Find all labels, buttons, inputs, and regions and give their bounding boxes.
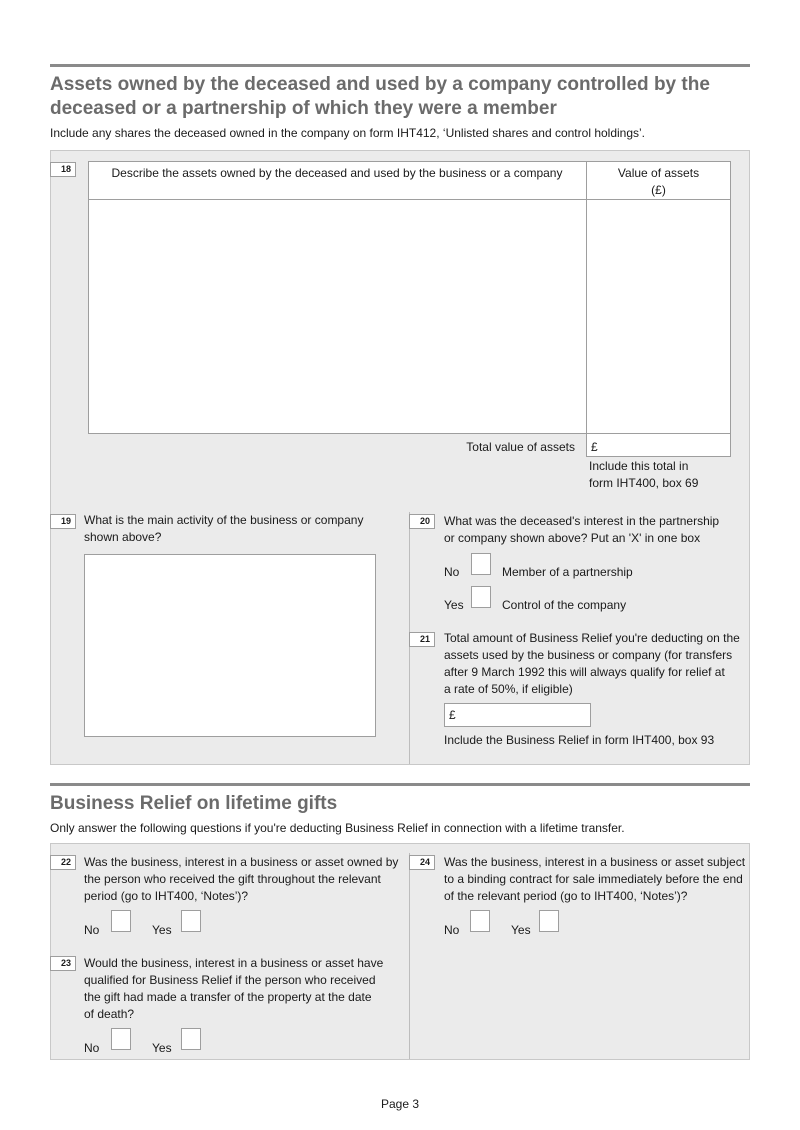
q21-amount-field[interactable] bbox=[444, 703, 591, 727]
q18-total-field[interactable] bbox=[586, 433, 731, 457]
q22-yes-label: Yes bbox=[152, 923, 172, 937]
page-number: Page 3 bbox=[380, 1097, 420, 1111]
q18-number: 18 bbox=[50, 162, 76, 177]
q20-text-line1: What was the deceased's interest in the partnership bbox=[444, 514, 720, 528]
section1-title-line2: deceased or a partnership of which they were a member bbox=[50, 98, 557, 119]
q24-number: 24 bbox=[409, 855, 435, 870]
section2-intro: Only answer the following questions if you're deducting Business Relief in connection with a lifetime transfer. bbox=[50, 821, 625, 835]
q20-text-line2: or company shown above? Put an 'X' in one box bbox=[444, 531, 701, 545]
q20-option1-label: Member of a partnership bbox=[502, 565, 633, 579]
q23-yes-checkbox[interactable] bbox=[181, 1028, 201, 1050]
q23-text-line1: Would the business, interest in a business or asset have bbox=[84, 956, 384, 970]
q24-no-label: No bbox=[444, 923, 460, 937]
q18-value-header-line2: (£) bbox=[651, 183, 666, 197]
q21-note: Include the Business Relief in form IHT400, box 93 bbox=[444, 733, 715, 747]
section1-rule bbox=[50, 64, 750, 67]
q24-yes-checkbox[interactable] bbox=[539, 910, 559, 932]
q18-description-area[interactable] bbox=[89, 200, 585, 433]
q22-text-line3: period (go to IHT400, ‘Notes’)? bbox=[84, 889, 249, 903]
q21-text-line1: Total amount of Business Relief you're deducting on the bbox=[444, 631, 740, 645]
q22-yes-checkbox[interactable] bbox=[181, 910, 201, 932]
q20-option1-prefix: No bbox=[444, 565, 460, 579]
q20-option2-prefix: Yes bbox=[444, 598, 464, 612]
q23-no-checkbox[interactable] bbox=[111, 1028, 131, 1050]
q21-text-line2: assets used by the business or company (for transfers bbox=[444, 648, 733, 662]
q20-option2-label: Control of the company bbox=[502, 598, 627, 612]
q19-number: 19 bbox=[50, 514, 76, 529]
q19-activity-field[interactable] bbox=[84, 554, 376, 737]
q23-text-line3: the gift had made a transfer of the property at the date bbox=[84, 990, 372, 1004]
q20-member-checkbox[interactable] bbox=[471, 553, 491, 575]
q23-text-line4: of death? bbox=[84, 1007, 135, 1021]
q23-no-label: No bbox=[84, 1041, 100, 1055]
q22-number: 22 bbox=[50, 855, 76, 870]
section2-rule bbox=[50, 783, 750, 786]
section2-title: Business Relief on lifetime gifts bbox=[50, 793, 338, 814]
q24-text-line1: Was the business, interest in a business or asset subject bbox=[444, 855, 746, 869]
q20-number: 20 bbox=[409, 514, 435, 529]
q23-yes-label: Yes bbox=[152, 1041, 172, 1055]
q22-text-line1: Was the business, interest in a business or asset owned by bbox=[84, 855, 399, 869]
q18-value-header-line1: Value of assets bbox=[617, 166, 700, 180]
section1-title-line1: Assets owned by the deceased and used by a company controlled by the bbox=[50, 74, 710, 95]
q18-description-header: Describe the assets owned by the deceased and used by the business or a company bbox=[111, 166, 563, 180]
section1-intro: Include any shares the deceased owned in the company on form IHT412, ‘Unlisted shares and control holdings’. bbox=[50, 126, 646, 140]
q24-text-line2: to a binding contract for sale immediately before the end bbox=[444, 872, 743, 886]
q23-text-line2: qualified for Business Relief if the person who received bbox=[84, 973, 376, 987]
q24-no-checkbox[interactable] bbox=[470, 910, 490, 932]
q22-no-checkbox[interactable] bbox=[111, 910, 131, 932]
q18-note-line1: Include this total in bbox=[589, 459, 689, 473]
q18-total-prefix: £ bbox=[591, 440, 598, 454]
q19-text-line2: shown above? bbox=[84, 530, 162, 544]
section2-divider bbox=[409, 853, 410, 1059]
q21-prefix: £ bbox=[449, 708, 456, 722]
q22-no-label: No bbox=[84, 923, 100, 937]
q24-text-line3: of the relevant period (go to IHT400, ‘Notes’)? bbox=[444, 889, 688, 903]
q22-text-line2: the person who received the gift throughout the relevant bbox=[84, 872, 381, 886]
q18-total-label: Total value of assets bbox=[466, 440, 575, 454]
q23-number: 23 bbox=[50, 956, 76, 971]
q21-number: 21 bbox=[409, 632, 435, 647]
q24-yes-label: Yes bbox=[511, 923, 531, 937]
q21-text-line3: after 9 March 1992 this will always qualify for relief at bbox=[444, 665, 725, 679]
q18-note-line2: form IHT400, box 69 bbox=[589, 476, 699, 490]
q18-value-area[interactable] bbox=[587, 200, 730, 433]
q19-text-line1: What is the main activity of the business or company bbox=[84, 513, 364, 527]
q21-text-line4: a rate of 50%, if eligible) bbox=[444, 682, 573, 696]
q20-control-checkbox[interactable] bbox=[471, 586, 491, 608]
